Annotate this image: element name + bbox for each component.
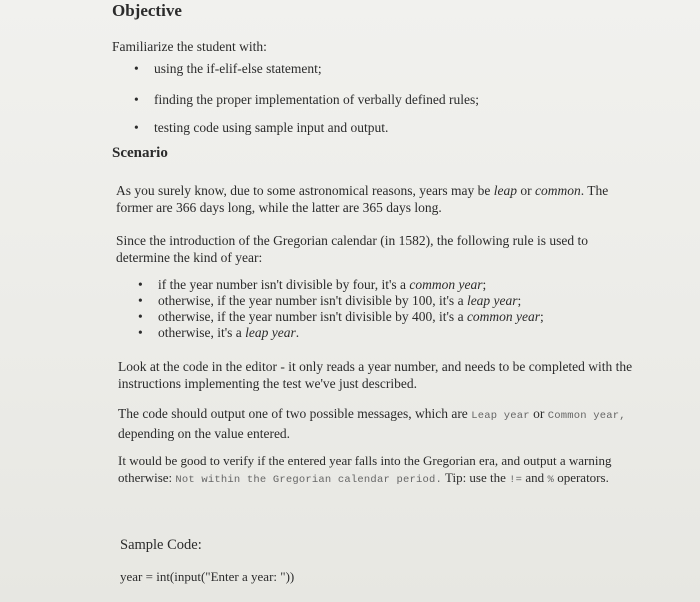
objective-heading: Objective [112, 1, 182, 20]
objective-bullet-text: using the if-elif-else statement; [154, 61, 322, 76]
scenario-paragraph-3: Look at the code in the editor - it only reads a year number, and needs to be completed with the instructions implementing the test we've just described. [118, 359, 633, 391]
scenario-paragraph-4: The code should output one of two possible messages, which are Leap year or Common year, depending on the value entered. [118, 406, 626, 441]
sample-code-line: year = int(input("Enter a year: ")) [120, 569, 295, 584]
objective-bullet-text: finding the proper implementation of verbally defined rules; [154, 92, 480, 107]
objective-bullet-text: testing code using sample input and output. [154, 120, 389, 135]
scenario-paragraph-5: It would be good to verify if the entered year falls into the Gregorian era, and output a warning otherwise: Not within the Gregorian calendar period. Tip: use the != and % operators. [118, 453, 612, 486]
scenario-paragraph-2: Since the introduction of the Gregorian calendar (in 1582), the following rule is used to determine the kind of year: [116, 233, 588, 265]
objective-intro: Familiarize the student with: [112, 39, 267, 54]
sample-code-heading: Sample Code: [120, 537, 202, 553]
document-page: Objective Familiarize the student with: • using the if-elif-else statement; • finding the proper implementation of verbally defined rules; • testing code using sample input and output. Scenario As you surely know, due to some astronomical reasons, years may be leap or common. The former are 366 days long, while the latter are 365 days long. Since the introduction of the Gregorian calendar (in 1582), the following rule is used to determine the kind of year: • if the year number isn't divisible by four, it's a common year; • otherwise, if the year number isn't divisible by 100, it's a leap year; • otherwise, if the year number isn't divisible by 400, it's a common year; • otherwise, it's a leap year. Look at the code in the editor - it only reads a year number, and needs to be completed with the instructions implementing the test we've just described. The code should output one of two possible messages, which are Leap year or Common year, depending on the value entered. It would be good to verify if the entered year falls into the Gregorian era, and output a warning otherwise: Not within the Gregorian calendar period. Tip: use the != and % operators. Sample Code: year = int(input("Enter a year: ")) [0, 0, 700, 602]
scenario-paragraph-1: As you surely know, due to some astronomical reasons, years may be leap or common. The former are 366 days long, while the latter are 365 days long. [116, 183, 609, 215]
scenario-heading: Scenario [112, 145, 168, 161]
